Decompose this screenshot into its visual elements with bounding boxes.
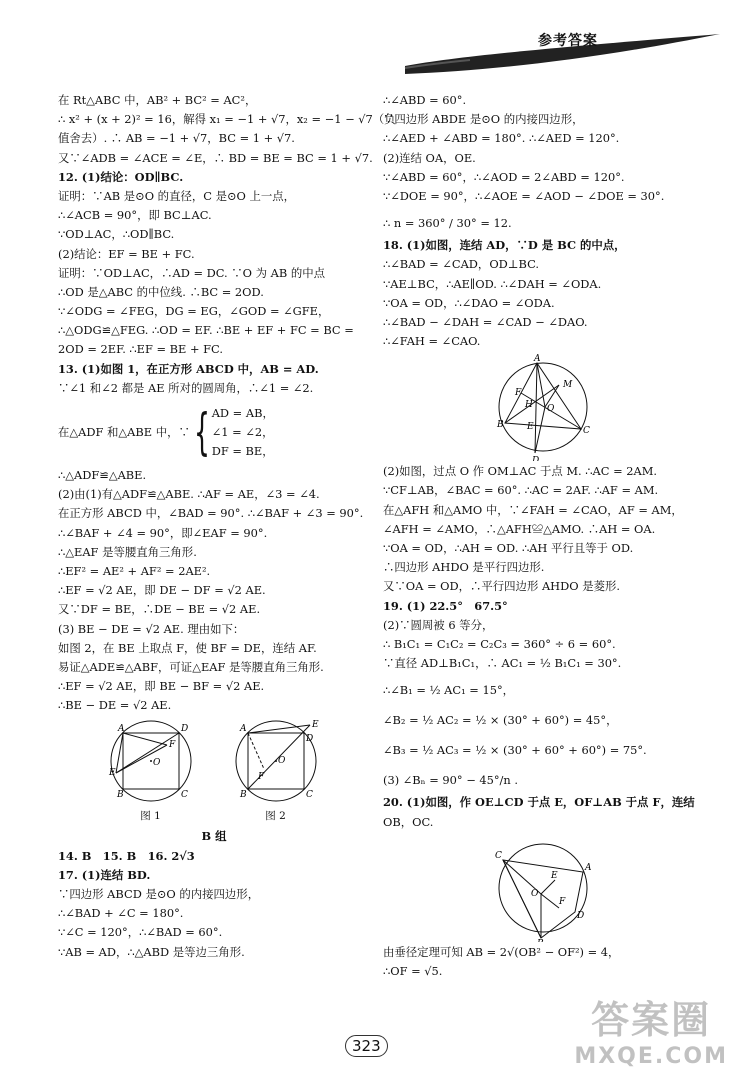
right-lines-block xyxy=(383,93,713,353)
watermark xyxy=(574,989,728,1069)
text-line: ∴四边形 AHDO 是平行四边形. xyxy=(383,560,545,575)
svg-text:B xyxy=(536,939,544,942)
text-line: ∴EF = √2 AE，即 BE − BF = √2 AE. xyxy=(58,679,265,694)
text-line: ∴∠BAD + ∠C = 180°. xyxy=(58,906,184,921)
svg-text:B: B xyxy=(116,790,124,801)
problem-20-heading: 20. (1)如图，作 OE⊥CD 于点 E，OF⊥AB 于点 F，连结 xyxy=(383,795,695,810)
svg-text:A: A xyxy=(239,724,246,735)
svg-text:F: F xyxy=(168,740,175,751)
brace-condition: DF = BE， xyxy=(211,443,274,458)
text-line: 又∵DF = BE，∴DE − BE = √2 AE. xyxy=(58,602,261,617)
text-line: ∵OA = OD，∴∠DAO = ∠ODA. xyxy=(383,295,555,310)
text-line: ∴BE − DE = √2 AE. xyxy=(58,698,172,713)
svg-text:O: O xyxy=(277,756,285,767)
svg-text:C: C xyxy=(583,426,590,437)
svg-text:O: O xyxy=(547,404,555,415)
brace-condition: AD = AB， xyxy=(211,405,274,420)
figures-row xyxy=(88,717,338,823)
text-line: (2)连结 OA，OE. xyxy=(383,150,476,165)
text-line: 值舍去）. ∴ AB = −1 + √7，BC = 1 + √7. xyxy=(58,131,295,146)
watermark-url: MXQE.COM xyxy=(574,1044,728,1069)
text-line: (2)结论：EF = BE + FC. xyxy=(58,246,195,261)
svg-text:C: C xyxy=(495,850,502,861)
text-line: ∵OD⊥AC，∴OD∥BC. xyxy=(58,227,175,242)
figure-2 xyxy=(226,717,326,823)
right-lines-block-2 xyxy=(383,464,713,833)
svg-text:F: F xyxy=(257,772,264,783)
text-line: ∵AE⊥BC，∴AE∥OD. ∴∠DAH = ∠ODA. xyxy=(383,276,602,291)
text-line: 又∵∠ADB = ∠ACE = ∠E，∴ BD = BE = BC = 1 + √7. xyxy=(58,150,373,165)
text-line: 在正方形 ABCD 中，∠BAD = 90°. ∴∠BAF + ∠3 = 90°. xyxy=(58,506,364,521)
problem-12-heading: 12. (1)结论：OD∥BC. xyxy=(58,169,184,184)
header-title: 参考答案 xyxy=(538,33,598,49)
svg-text:O: O xyxy=(152,758,160,769)
svg-text:E: E xyxy=(527,422,534,433)
svg-text:D: D xyxy=(180,724,188,735)
text-line: 证明：∵OD⊥AC，∴AD = DC. ∵O 为 AB 的中点 xyxy=(58,265,326,280)
svg-text:A: A xyxy=(585,862,592,873)
text-line: ∴EF² = AE² + AF² = 2AE². xyxy=(58,563,211,578)
text-line: ∴∠BAF + ∠4 = 90°，即∠EAF = 90°. xyxy=(58,525,268,540)
figure-1 xyxy=(101,717,201,823)
brace-conditions xyxy=(212,404,274,461)
text-line: ∴∠ABD = 60°. xyxy=(383,93,467,107)
text-line: (2)如图，过点 O 作 OM⊥AC 于点 M. ∴AC = 2AM. xyxy=(383,464,657,479)
problem-13-heading: 13. (1)如图 1，在正方形 ABCD 中，AB = AD. xyxy=(58,361,319,376)
text-line: ∵直径 AD⊥B₁C₁，∴ AC₁ = ½ B₁C₁ = 30°. xyxy=(383,656,622,671)
left-lines-block-2 xyxy=(58,468,370,717)
left-brace-icon: { xyxy=(193,403,210,461)
congruence-brace-block xyxy=(58,402,370,462)
text-line: ∵∠ODG = ∠FEG，DG = EG，∠GOD = ∠GFE， xyxy=(58,304,330,319)
svg-text:B: B xyxy=(239,790,247,801)
text-line: ∴△ADF≌△ABE. xyxy=(58,468,147,482)
svg-text:M: M xyxy=(563,380,573,391)
svg-text:F: F xyxy=(515,388,522,399)
text-line: ∴∠FAH = ∠CAO. xyxy=(383,334,481,349)
text-line: ∴EF = √2 AE，即 DE − DF = √2 AE. xyxy=(58,583,266,598)
text-line: ∵∠C = 120°，∴∠BAD = 60°. xyxy=(58,925,223,940)
text-line: ∵四边形 ABCD 是⊙O 的内接四边形， xyxy=(58,887,260,901)
right-lines-block-3 xyxy=(383,945,713,983)
brace-condition: ∠1 = ∠2， xyxy=(211,424,274,439)
text-line: 又∵OA = OD，∴平行四边形 AHDO 是菱形. xyxy=(383,579,621,594)
group-b-title: B 组 xyxy=(201,829,227,844)
text-line: ∴OF = √5. xyxy=(383,963,443,978)
svg-text:A: A xyxy=(534,354,541,365)
text-line: 由垂径定理可知 AB = 2√(OB² − OF²) = 4， xyxy=(383,944,620,959)
text-line: 在△AFH 和△AMO 中，∵∠FAH = ∠CAO，AF = AM， xyxy=(383,502,683,517)
text-line: (2)∵圆周被 6 等分， xyxy=(383,617,494,632)
svg-text:D: D xyxy=(305,734,313,745)
text-line: ∴OD 是△ABC 的中位线. ∴BC = 2OD. xyxy=(58,284,264,299)
text-line: ∴ B₁C₁ = C₁C₂ = C₂C₃ = 360° ÷ 6 = 60°. xyxy=(383,636,616,651)
text-line: 如图 2，在 BE 上取点 F，使 BF = DE，连结 AF. xyxy=(58,640,317,655)
left-lines-block-3 xyxy=(58,849,370,964)
text-line: ∵CF⊥AB，∠BAC = 60°. ∴AC = 2AF. ∴AF = AM. xyxy=(383,483,659,498)
left-lines-block xyxy=(58,93,396,400)
figure-1-caption: 图 1 xyxy=(140,810,161,823)
fraction-line: (3) ∠Bₙ = 90° − 45°/n . xyxy=(383,773,518,788)
svg-text:O: O xyxy=(531,888,539,899)
problem-20-diagram xyxy=(383,834,713,942)
text-line: 2OD = 2EF. ∴EF = BE + FC. xyxy=(58,342,223,357)
text-line: ∵四边形 ABDE 是⊙O 的内接四边形， xyxy=(383,112,584,127)
fraction-line: ∴∠B₁ = ½ AC₁ = 15°， xyxy=(383,683,515,698)
brace-prefix: 在△ADF 和△ABE 中，∵ xyxy=(58,425,190,439)
svg-text:D: D xyxy=(532,456,540,462)
text-line: ∵∠ABD = 60°，∴∠AOD = 2∠ABD = 120°. xyxy=(383,169,625,184)
text-line: ∴∠BAD = ∠CAD，OD⊥BC. xyxy=(383,257,540,272)
answers-14-16: 14. B 15. B 16. 2√3 xyxy=(58,848,195,863)
text-line: ∵OA = OD，∴AH = OD. ∴AH 平行且等于 OD. xyxy=(383,541,634,555)
text-line: 易证△ADE≌△ABF，可证△EAF 是等腰直角三角形. xyxy=(58,659,324,674)
text-line: (2)由(1)有△ADF≌△ABE. ∴AF = AE，∠3 = ∠4. xyxy=(58,487,320,502)
fraction-line: ∠B₃ = ½ AC₃ = ½ × (30° + 60° + 60°) = 75°. xyxy=(383,743,647,758)
text-line: ∵∠1 和∠2 都是 AE 所对的圆周角，∴∠1 = ∠2. xyxy=(58,380,314,395)
watermark-logo-text: 答案圈 xyxy=(591,998,712,1042)
text-line: (3) BE − DE = √2 AE. 理由如下： xyxy=(58,621,245,636)
text-line: ∴△ODG≌△FEG. ∴OD = EF. ∴BE + EF + FC = BC = xyxy=(58,323,354,338)
problem-18-diagram xyxy=(383,353,713,461)
svg-text:C: C xyxy=(305,790,313,801)
left-column xyxy=(58,93,396,964)
n-result-line: ∴ n = 360° / 30° = 12. xyxy=(383,216,512,231)
text-line: ∴∠ACB = 90°，即 BC⊥AC. xyxy=(58,208,212,223)
fraction-line: ∠B₂ = ½ AC₂ = ½ × (30° + 60°) = 45°， xyxy=(383,713,618,728)
text-line: ∵∠DOE = 90°，∴∠AOE = ∠AOD − ∠DOE = 30°. xyxy=(383,188,665,203)
svg-text:C: C xyxy=(180,790,188,801)
problem-18-heading: 18. (1)如图，连结 AD，∵D 是 BC 的中点， xyxy=(383,238,626,253)
text-line: ∴∠BAD − ∠DAH = ∠CAD − ∠DAO. xyxy=(383,314,588,329)
text-line: ∠AFH = ∠AMO，∴△AFH≌△AMO. ∴AH = OA. xyxy=(383,521,656,536)
problem-17-heading: 17. (1)连结 BD. xyxy=(58,867,151,882)
svg-text:B: B xyxy=(497,420,504,431)
page-header xyxy=(400,18,730,78)
text-line: ∴∠AED + ∠ABD = 180°. ∴∠AED = 120°. xyxy=(383,131,620,146)
right-column xyxy=(383,93,713,983)
text-line: ∴ x² + (x + 2)² = 16，解得 x₁ = −1 + √7，x₂ = −1 − √7（负 xyxy=(58,112,396,127)
figure-1-diagram xyxy=(101,717,201,805)
text-line: OB，OC. xyxy=(383,814,434,829)
problem-19-heading: 19. (1) 22.5° 67.5° xyxy=(383,598,508,613)
svg-text:F: F xyxy=(559,896,566,907)
svg-text:D: D xyxy=(577,910,585,921)
text-line: 在 Rt△ABC 中，AB² + BC² = AC²， xyxy=(58,93,257,107)
svg-text:E: E xyxy=(108,768,116,779)
svg-text:E: E xyxy=(551,870,558,881)
text-line: 证明：∵AB 是⊙O 的直径，C 是⊙O 上一点， xyxy=(58,188,296,203)
page-number: 323 xyxy=(345,1035,388,1057)
text-line: ∵AB = AD，∴△ABD 是等边三角形. xyxy=(58,944,245,959)
figure-2-caption: 图 2 xyxy=(265,810,286,823)
text-line: ∴△EAF 是等腰直角三角形. xyxy=(58,544,197,559)
svg-text:H: H xyxy=(525,400,533,411)
figure-2-diagram xyxy=(226,717,326,805)
svg-text:A: A xyxy=(117,724,124,735)
svg-text:E: E xyxy=(311,720,319,731)
